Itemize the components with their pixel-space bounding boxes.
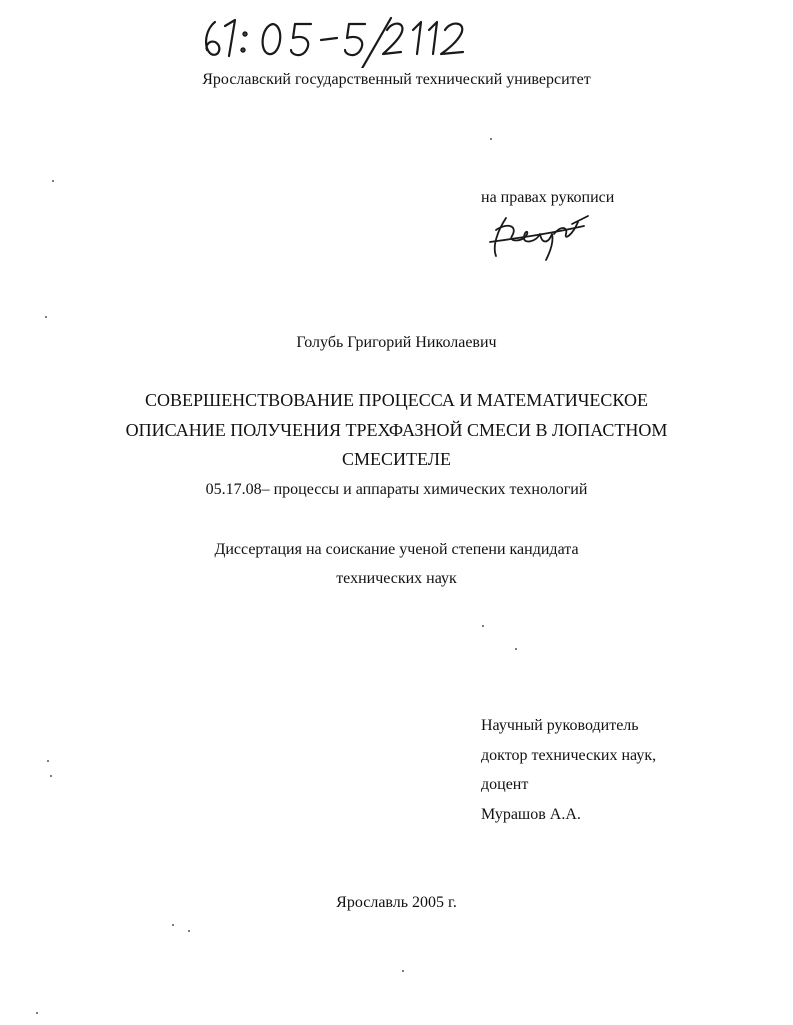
- signature-icon: [488, 212, 592, 264]
- scan-speck: [402, 970, 404, 972]
- university-name: Ярославский государственный технический университет: [202, 71, 591, 88]
- scan-speck: [172, 924, 174, 926]
- degree-line-2: технических наук: [336, 570, 457, 587]
- handwritten-stamp-code: [195, 8, 485, 68]
- thesis-title-line-2: ОПИСАНИЕ ПОЛУЧЕНИЯ ТРЕХФАЗНОЙ СМЕСИ В ЛОПАСТНОМ: [125, 420, 668, 440]
- thesis-title-line-1: СОВЕРШЕНСТВОВАНИЕ ПРОЦЕССА И МАТЕМАТИЧЕСКОЕ: [145, 390, 648, 410]
- scan-speck: [515, 648, 517, 650]
- scan-speck: [188, 930, 190, 932]
- scan-speck: [490, 138, 492, 140]
- scan-speck: [45, 316, 47, 318]
- scan-speck: [47, 760, 49, 762]
- supervisor-rank: доцент: [481, 776, 529, 793]
- degree-line-1: Диссертация на соискание ученой степени кандидата: [214, 541, 579, 558]
- thesis-title-line-3: СМЕСИТЕЛЕ: [342, 449, 451, 469]
- scan-speck: [50, 775, 52, 777]
- scan-speck: [52, 180, 54, 182]
- scan-speck: [482, 625, 484, 627]
- supervisor-degree: доктор технических наук,: [481, 747, 657, 764]
- supervisor-name: Мурашов А.А.: [481, 806, 581, 823]
- scan-speck: [36, 1012, 38, 1014]
- place-and-year: Ярославль 2005 г.: [336, 894, 457, 911]
- supervisor-role: Научный руководитель: [481, 717, 639, 734]
- manuscript-rights-label: на правах рукописи: [481, 189, 615, 206]
- specialty-code: 05.17.08– процессы и аппараты химических технологий: [205, 481, 588, 498]
- author-name: Голубь Григорий Николаевич: [296, 334, 497, 351]
